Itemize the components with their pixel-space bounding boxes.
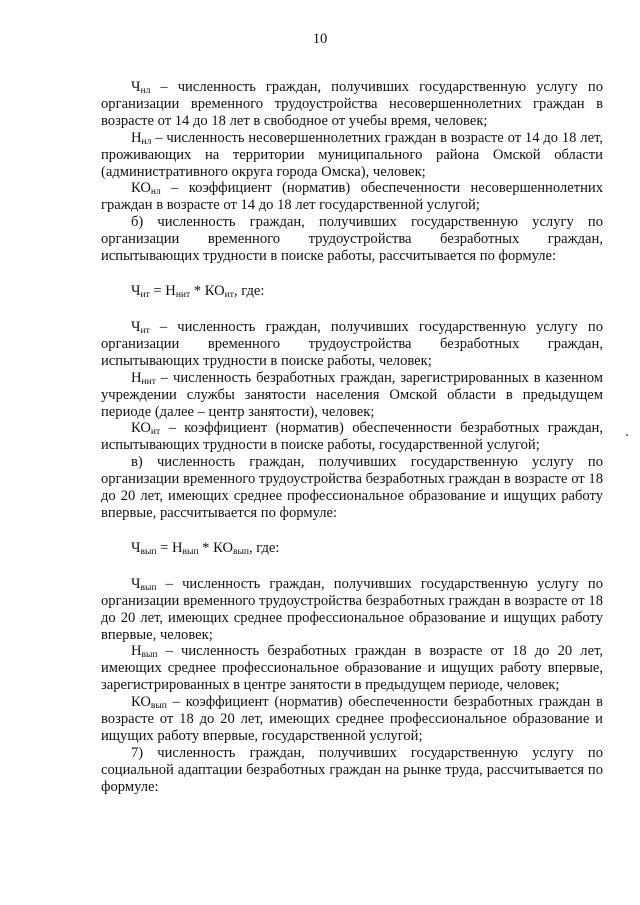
- scan-speck: [626, 434, 628, 436]
- definition-ch-vyp: $Ч_{вып}$ – численность граждан, получивших государственную услугу по организации временного трудоустройства безработных граждан в возрасте от 18 до 20 лет, имеющих среднее профессиональное образование и ищущих работу впервые, человек;: [101, 575, 603, 643]
- definition-n-nl: $Н_{нл}$ – численность несовершеннолетних граждан в возрасте от 14 до 18 лет, проживающих на территории муниципального района Омской области (административного округа города Омска), человек;: [101, 129, 603, 180]
- definition-ch-it: $Ч_{ит}$ – численность граждан, получивших государственную услугу по организации временного трудоустройства безработных граждан, испытывающих трудности в поиске работы, человек;: [101, 318, 603, 369]
- item-b: б) численность граждан, получивших государственную услугу по организации временного трудоустройства безработных граждан, испытывающих трудности в поиске работы, рассчитывается по формуле:: [101, 214, 603, 265]
- formula-it: $Ч_{ит} = Н_{нит} * КО_{ит}$, где:: [131, 282, 265, 300]
- definition-ch-nl: $Ч_{нл}$ – численность граждан, получивших государственную услугу по организации временного трудоустройства несовершеннолетних граждан в возрасте от 14 до 18 лет в свободное от учебы время, человек;: [101, 79, 603, 129]
- item-7: 7) численность граждан, получивших государственную услугу по социальной адаптации безработных граждан на рынке труда, рассчитывается по формуле:: [101, 744, 603, 795]
- page-number: 10: [312, 31, 328, 47]
- definition-ko-nl: $КО_{нл}$ – коэффициент (норматив) обеспеченности несовершеннолетних граждан в возрасте от 14 до 18 лет государственной услугой;: [101, 180, 603, 214]
- item-v: в) численность граждан, получивших государственную услугу по организации временного трудоустройства безработных граждан в возрасте от 18 до 20 лет, имеющих среднее профессиональное образование и ищущих работу впервые, рассчитывается по формуле:: [101, 454, 603, 521]
- document-body: [101, 79, 603, 796]
- definition-n-nit: $Н_{нит}$ – численность безработных граждан, зарегистрированных в казенном учреждении службы занятости населения Омской области в предыдущем периоде (далее – центр занятости), человек;: [101, 369, 603, 420]
- definition-n-vyp: $Н_{вып}$ – численность безработных граждан в возрасте от 18 до 20 лет, имеющих среднее профессиональное образование и ищущих работу впервые, зарегистрированных в центре занятости в предыдущем периоде, человек;: [101, 643, 603, 694]
- formula-vyp: $Ч_{вып} = Н_{вып} * КО_{вып}$, где:: [131, 539, 280, 557]
- definition-ko-vyp: $КО_{вып}$ – коэффициент (норматив) обеспеченности безработных граждан в возрасте от 18 до 20 лет, имеющих среднее профессиональное образование и ищущих работу впервые, государственной услугой;: [101, 694, 603, 744]
- definition-ko-it: $КО_{ит}$ – коэффициент (норматив) обеспеченности безработных граждан, испытывающих трудности в поиске работы, государственной услугой;: [101, 420, 603, 454]
